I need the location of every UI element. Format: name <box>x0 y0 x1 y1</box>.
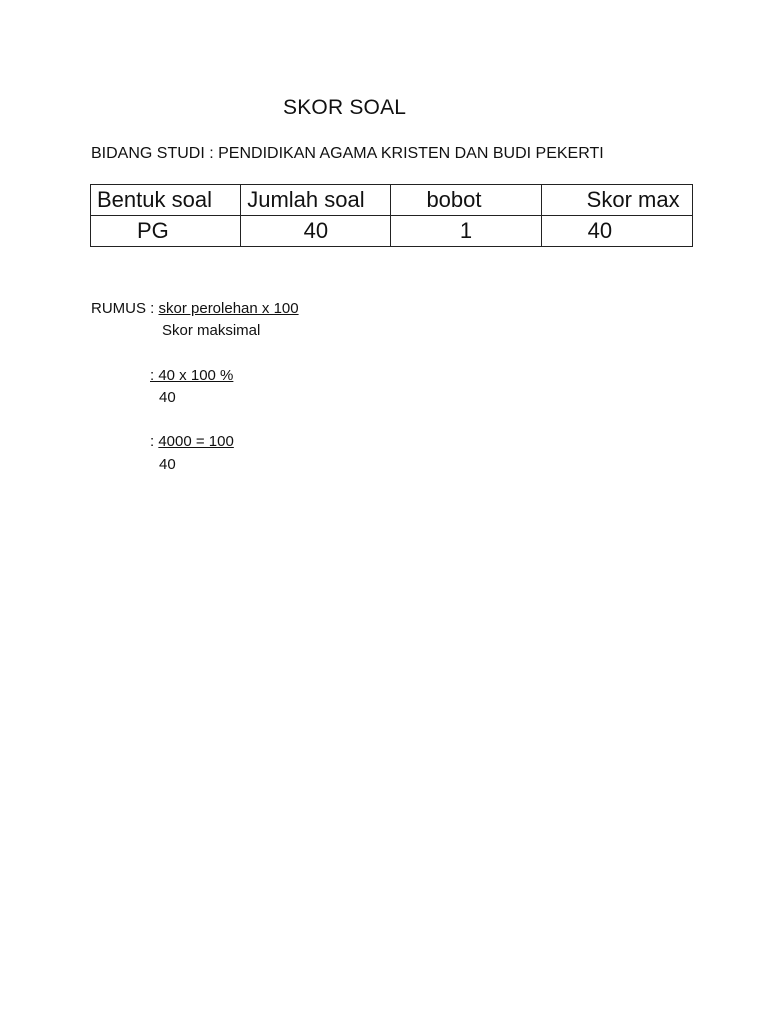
step2-prefix: : <box>150 433 159 450</box>
formula-denominator: Skor maksimal <box>162 322 261 339</box>
formula-numerator: skor perolehan x 100 <box>158 300 299 317</box>
score-table <box>90 184 693 247</box>
page-title: SKOR SOAL <box>283 96 407 119</box>
formula-label: RUMUS : <box>91 300 159 317</box>
table-cell: 40 <box>541 216 692 247</box>
step2-line <box>150 433 234 451</box>
table-row <box>91 216 693 247</box>
table-header-cell: Bentuk soal <box>91 185 241 216</box>
table-header-cell: bobot <box>391 185 541 216</box>
table-cell: 40 <box>241 216 391 247</box>
step1-numerator: : 40 x 100 % <box>150 367 234 384</box>
step2-numerator: 4000 = 100 <box>158 433 234 450</box>
subject-line: BIDANG STUDI : PENDIDIKAN AGAMA KRISTEN DAN BUDI PEKERTI <box>91 145 604 162</box>
table-header-cell: Jumlah soal <box>241 185 391 216</box>
table-cell: 1 <box>391 216 541 247</box>
formula-line <box>91 300 299 318</box>
step2-denominator: 40 <box>159 456 176 473</box>
step1-denominator: 40 <box>159 389 176 406</box>
table-header-cell: Skor max <box>541 185 692 216</box>
table-cell: PG <box>91 216 241 247</box>
table-header-row <box>91 185 693 216</box>
